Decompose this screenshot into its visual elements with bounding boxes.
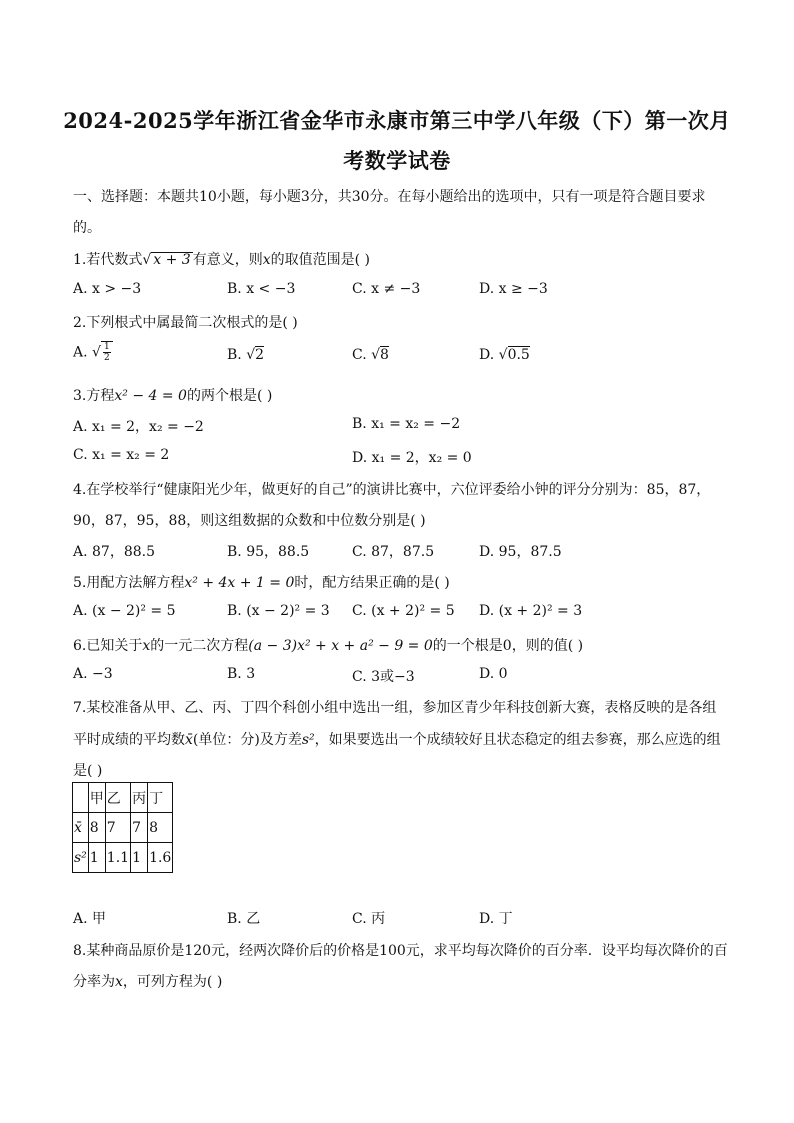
question-7-option-d: D. 丁	[479, 911, 513, 927]
table-cell: 1.6	[148, 843, 173, 873]
question-1-option-d: D. x ≥ −3	[479, 281, 548, 297]
question-1-radicand: x + 3	[153, 252, 191, 268]
question-1-suffix: 的取值范围是( )	[270, 252, 370, 268]
question-7-option-a: A. 甲	[73, 911, 107, 927]
exam-title-line1: 2024-2025学年浙江省金华市永康市第三中学八年级（下）第一次月	[63, 108, 731, 133]
question-1-option-a: A. x > −3	[73, 281, 142, 297]
question-7-line2: 平时成绩的平均数x̄(单位：分)及方差s²，如果要选出一个成绩较好且状态稳定的组去参赛，那么应选的组	[73, 732, 721, 748]
table-cell: x̄	[73, 813, 89, 843]
table-cell: 1	[131, 843, 148, 873]
question-3-option-b: B. x₁ = x₂ = −2	[352, 416, 461, 432]
score-table	[72, 782, 173, 873]
question-2-option-c: C. √8	[352, 347, 389, 363]
table-header-cell: 甲	[88, 783, 105, 813]
question-1-option-c: C. x ≠ −3	[352, 281, 421, 297]
question-2-option-b: B. √2	[227, 347, 265, 363]
question-4-option-a: A. 87，88.5	[73, 544, 155, 560]
question-3-equation: x² − 4 = 0	[114, 388, 187, 404]
question-6: 6.已知关于x的一元二次方程(a − 3)x² + x + a² − 9 = 0的一个根是0，则的值( )	[73, 638, 584, 654]
table-header-cell: 丁	[148, 783, 173, 813]
question-6-option-b: B. 3	[227, 666, 256, 682]
question-3-option-a: A. x₁ = 2，x₂ = −2	[73, 419, 204, 435]
table-row	[73, 813, 173, 843]
question-2-option-d: D. √0.5	[479, 347, 530, 363]
question-6-equation: (a − 3)x² + x + a² − 9 = 0	[248, 638, 433, 654]
table-cell: 8	[148, 813, 173, 843]
question-5: 5.用配方法解方程x² + 4x + 1 = 0时，配方结果正确的是( )	[73, 575, 450, 591]
question-7-option-c: C. 丙	[352, 911, 386, 927]
question-7-line1: 7.某校准备从甲、乙、丙、丁四个科创小组中选出一组，参加区青少年科技创新大赛，表格反映的是各组	[73, 700, 717, 716]
table-header-cell: 乙	[105, 783, 130, 813]
table-cell: 7	[131, 813, 148, 843]
table-row	[73, 843, 173, 873]
question-2: 2.下列根式中属最简二次根式的是( )	[73, 315, 298, 331]
question-5-option-b: B. (x − 2)² = 3	[227, 603, 330, 619]
question-3-option-d: D. x₁ = 2，x₂ = 0	[352, 450, 472, 466]
question-5-option-c: C. (x + 2)² = 5	[352, 603, 455, 619]
question-1-middle: 有意义，则	[192, 252, 263, 268]
table-header-row	[73, 783, 173, 813]
table-cell: s²	[73, 843, 89, 873]
question-1-var: x	[262, 252, 271, 268]
question-1-prefix: 1.若代数式	[73, 252, 143, 268]
question-7-option-b: B. 乙	[227, 911, 261, 927]
sqrt-fraction: √ $\frac{1}{2}$	[92, 341, 113, 363]
sqrt-expression: √ x + 3	[142, 252, 191, 268]
question-4-line1: 4.在学校举行“健康阳光少年，做更好的自己”的演讲比赛中，六位评委给小钟的评分分别为：85，87，	[73, 482, 711, 498]
question-5-equation: x² + 4x + 1 = 0	[184, 575, 295, 591]
section-instructions-line2: 的。	[73, 220, 101, 236]
table-cell: 1.1	[105, 843, 130, 873]
question-6-option-c: C. 3或−3	[352, 669, 415, 685]
question-4-option-b: B. 95，88.5	[227, 544, 310, 560]
question-4-line2: 90，87，95，88，则这组数据的众数和中位数分别是( )	[73, 513, 426, 529]
table-cell: 1	[88, 843, 105, 873]
question-4-option-d: D. 95，87.5	[479, 544, 562, 560]
question-8-line2: 分率为x，可列方程为( )	[73, 974, 223, 990]
question-6-option-d: D. 0	[479, 666, 508, 682]
table-header-cell	[73, 783, 89, 813]
section-instructions-line1: 一、选择题：本题共10小题，每小题3分，共30分。在每小题给出的选项中，只有一项是符合题目要求	[73, 189, 706, 205]
question-4-option-c: C. 87，87.5	[352, 544, 435, 560]
question-2-option-a: A. √ $\frac{1}{2}$	[73, 341, 113, 363]
exam-title-line2: 考数学试卷	[343, 148, 451, 173]
question-1	[73, 249, 370, 269]
question-8-line1: 8.某种商品原价是120元，经两次降价后的价格是100元，求平均每次降价的百分率．设平均每次降价的百	[73, 943, 728, 959]
question-1-option-b: B. x < −3	[227, 281, 296, 297]
question-3-option-c: C. x₁ = x₂ = 2	[73, 447, 170, 463]
table-header-cell: 丙	[131, 783, 148, 813]
question-7-line3: 是( )	[73, 763, 103, 779]
table-cell: 8	[88, 813, 105, 843]
question-5-option-d: D. (x + 2)² = 3	[479, 603, 583, 619]
question-5-option-a: A. (x − 2)² = 5	[73, 603, 176, 619]
question-3: 3.方程x² − 4 = 0的两个根是( )	[73, 388, 273, 404]
table-cell: 7	[105, 813, 130, 843]
question-6-option-a: A. −3	[73, 666, 113, 682]
